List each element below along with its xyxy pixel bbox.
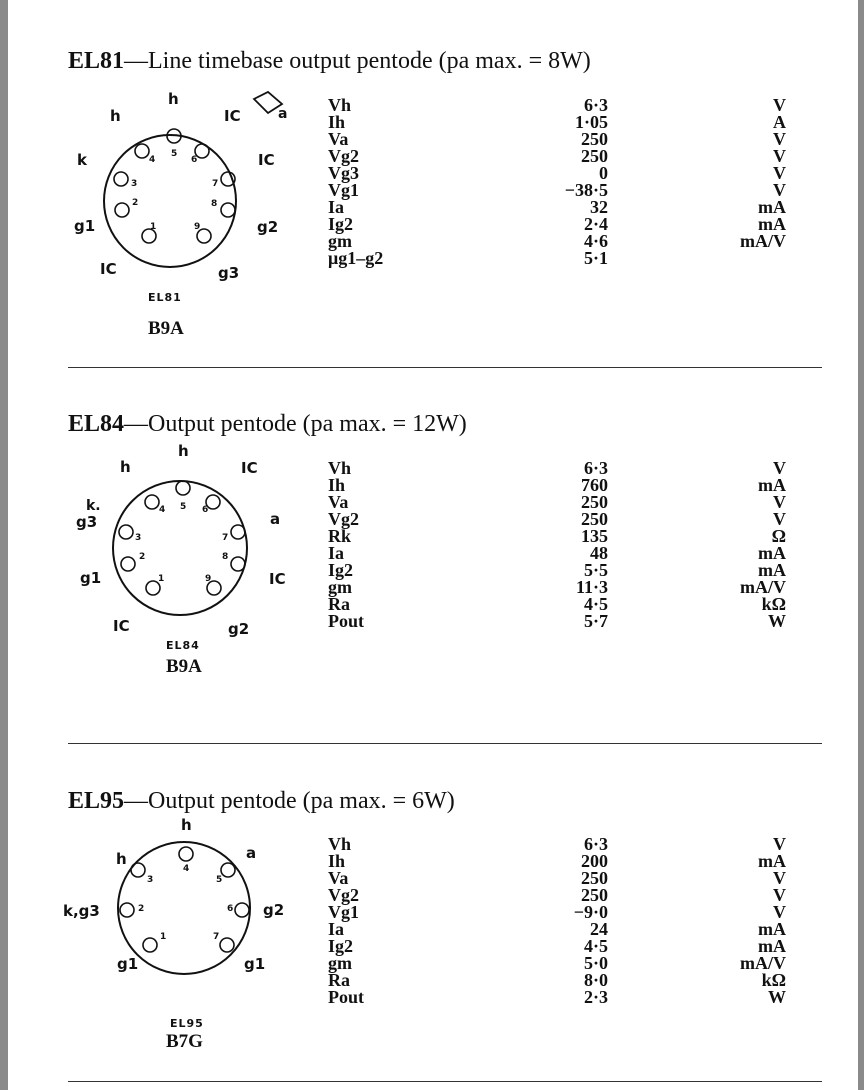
spec-symbol: Pout [328, 987, 364, 1007]
pin-diagram-drawing [60, 90, 310, 340]
tube-description: —Output pentode (pa max. = 6W) [124, 788, 455, 814]
base-type-label: B7G [166, 1031, 203, 1052]
spec-symbol: Ra [328, 970, 350, 990]
spec-symbol: Ig2 [328, 936, 354, 956]
section-title [68, 411, 467, 438]
pin-label-a: a [278, 106, 288, 122]
spec-value: 2·4 [583, 214, 608, 234]
spec-row [328, 250, 786, 267]
pin-4 [135, 144, 149, 158]
spec-value: 250 [581, 885, 608, 905]
pin-5 [221, 863, 235, 877]
spec-row [328, 545, 786, 562]
pin-number-4: 4 [149, 155, 156, 165]
spec-unit: V [773, 834, 786, 854]
spec-unit: mA [758, 560, 786, 580]
diagram-tube-label: EL95 [170, 1017, 204, 1030]
spec-unit: mA/V [740, 231, 786, 251]
spec-value: 760 [581, 475, 608, 495]
spec-unit: mA [758, 214, 786, 234]
spec-row [328, 870, 786, 887]
pin-label-g3: g3 [76, 513, 98, 531]
spec-symbol: μg1–g2 [328, 248, 384, 268]
pin-label-g2: g2 [228, 620, 250, 638]
section-divider [68, 1081, 822, 1082]
pin-label-k: k [77, 151, 87, 169]
pin-number-4: 4 [159, 505, 166, 515]
spec-unit: mA/V [740, 577, 786, 597]
section-divider [68, 743, 822, 744]
pin-number-5: 5 [171, 149, 178, 159]
spec-value: 5·7 [583, 611, 608, 631]
spec-unit: V [773, 509, 786, 529]
pin-number-2: 2 [139, 552, 146, 562]
spec-symbol: Vh [328, 834, 352, 854]
right-frame-bar [858, 0, 864, 1090]
pin-label-ic-top: IC [241, 459, 258, 477]
pin-number-5: 5 [216, 875, 223, 885]
spec-unit: Ω [771, 526, 786, 546]
pin-2 [115, 203, 129, 217]
spec-symbol: Ih [328, 851, 346, 871]
pin-label-ic-bottom: IC [100, 260, 117, 278]
pin-number-7: 7 [222, 533, 229, 543]
spec-unit: V [773, 458, 786, 478]
base-type-label: B9A [148, 318, 184, 339]
spec-unit: V [773, 129, 786, 149]
pin-2 [121, 557, 135, 571]
spec-row [328, 938, 786, 955]
pin-label-g1-right: g1 [244, 955, 266, 973]
spec-value: 6·3 [583, 95, 608, 115]
pin-2 [120, 903, 134, 917]
spec-symbol: Vg2 [328, 509, 359, 529]
spec-row [328, 148, 786, 165]
spec-value: 200 [581, 851, 608, 871]
pin-number-6: 6 [191, 155, 198, 165]
spec-row [328, 528, 786, 545]
pin-number-2: 2 [138, 904, 145, 914]
pin-label-h-top: h [168, 90, 179, 108]
spec-symbol: gm [328, 953, 352, 973]
pin-number-7: 7 [213, 932, 220, 942]
spec-value: 4·5 [583, 936, 608, 956]
pin-4 [179, 847, 193, 861]
spec-symbol: Vg1 [328, 180, 359, 200]
pin-label-g2: g2 [257, 218, 279, 236]
pin-8 [231, 557, 245, 571]
spec-value: 8·0 [583, 970, 608, 990]
pin-3 [131, 863, 145, 877]
spec-unit: W [768, 611, 786, 631]
spec-value: 5·0 [583, 953, 608, 973]
tube-name: EL84 [68, 411, 125, 437]
pin-label-h-top: h [178, 442, 189, 460]
spec-unit: mA [758, 197, 786, 217]
spec-unit: V [773, 95, 786, 115]
spec-row [328, 182, 786, 199]
spec-unit: V [773, 868, 786, 888]
pin-number-4: 4 [183, 864, 190, 874]
tube-name: EL95 [68, 788, 125, 814]
spec-value: 250 [581, 129, 608, 149]
spec-row [328, 887, 786, 904]
spec-row [328, 989, 786, 1006]
spec-row [328, 233, 786, 250]
pin-label-h-top: h [181, 816, 192, 834]
spec-table [328, 460, 786, 630]
pin-number-3: 3 [131, 179, 138, 189]
spec-symbol: Vg1 [328, 902, 359, 922]
spec-unit: mA [758, 475, 786, 495]
pin-number-2: 2 [132, 198, 139, 208]
pin-number-1: 1 [158, 574, 165, 584]
spec-symbol: Vg2 [328, 885, 359, 905]
spec-unit: mA [758, 543, 786, 563]
spec-symbol: Ig2 [328, 560, 354, 580]
pin-number-3: 3 [135, 533, 142, 543]
spec-row [328, 921, 786, 938]
pin-number-6: 6 [227, 904, 234, 914]
spec-value: 32 [590, 197, 608, 217]
pin-number-3: 3 [147, 875, 154, 885]
spec-value: 2·3 [583, 987, 608, 1007]
pin-number-9: 9 [205, 574, 212, 584]
spec-unit: mA [758, 919, 786, 939]
spec-unit: V [773, 146, 786, 166]
spec-row [328, 199, 786, 216]
spec-symbol: Vh [328, 95, 352, 115]
diagram-tube-label: EL84 [166, 639, 200, 652]
spec-value: 24 [590, 919, 608, 939]
pin-4 [145, 495, 159, 509]
spec-unit: A [773, 112, 786, 132]
left-frame-bar [0, 0, 8, 1090]
pin-label-a: a [270, 510, 281, 528]
spec-value: 6·3 [583, 834, 608, 854]
pin-label-h-left: h [116, 850, 127, 868]
pin-label-g1: g1 [80, 569, 102, 587]
spec-value: −38·5 [564, 180, 608, 200]
base-type-label: B9A [166, 656, 202, 677]
pin-number-1: 1 [150, 222, 157, 232]
pin-label-ic-right: IC [258, 151, 275, 169]
diagram-tube-label: EL81 [148, 291, 182, 304]
spec-symbol: Ih [328, 112, 346, 132]
spec-row [328, 853, 786, 870]
pin-8 [221, 203, 235, 217]
spec-value: 11·3 [575, 577, 608, 597]
pin-diagram [60, 812, 310, 1062]
spec-row [328, 613, 786, 630]
spec-row [328, 596, 786, 613]
spec-unit: V [773, 180, 786, 200]
spec-value: 4·6 [583, 231, 608, 251]
tube-description: —Line timebase output pentode (pa max. = 8W) [124, 48, 591, 74]
spec-row [328, 904, 786, 921]
spec-symbol: Vh [328, 458, 352, 478]
pin-label-kg3: k,g3 [63, 902, 100, 920]
spec-value: 1·05 [574, 112, 608, 132]
spec-row [328, 955, 786, 972]
spec-value: 48 [590, 543, 608, 563]
spec-row [328, 477, 786, 494]
pin-5 [176, 481, 190, 495]
spec-unit: mA/V [740, 953, 786, 973]
pin-1 [143, 938, 157, 952]
spec-row [328, 494, 786, 511]
spec-symbol: Vg2 [328, 146, 359, 166]
pin-number-7: 7 [212, 179, 219, 189]
pin-6 [235, 903, 249, 917]
spec-value: 4·5 [583, 594, 608, 614]
pin-label-ic-top: IC [224, 107, 241, 125]
pin-number-5: 5 [180, 502, 187, 512]
section-title [68, 788, 455, 815]
spec-symbol: Va [328, 868, 349, 888]
spec-symbol: Ra [328, 594, 350, 614]
spec-row [328, 114, 786, 131]
pin-7 [220, 938, 234, 952]
pin-label-k: k. [86, 498, 101, 514]
spec-unit: kΩ [761, 970, 786, 990]
pin-diagram [60, 90, 310, 340]
pin-number-8: 8 [222, 552, 229, 562]
spec-row [328, 131, 786, 148]
spec-symbol: Ig2 [328, 214, 354, 234]
spec-symbol: Vg3 [328, 163, 359, 183]
spec-value: 6·3 [583, 458, 608, 478]
spec-value: −9·0 [573, 902, 608, 922]
spec-row [328, 460, 786, 477]
pin-3 [114, 172, 128, 186]
spec-value: 5·1 [583, 248, 608, 268]
pin-label-ic-bottom: IC [113, 617, 130, 635]
pin-7 [231, 525, 245, 539]
spec-symbol: Rk [328, 526, 352, 546]
spec-symbol: gm [328, 577, 352, 597]
spec-unit: V [773, 902, 786, 922]
spec-unit: V [773, 885, 786, 905]
spec-row [328, 972, 786, 989]
tube-name: EL81 [68, 48, 125, 74]
spec-symbol: Va [328, 129, 349, 149]
spec-symbol: Ia [328, 543, 345, 563]
spec-symbol: Ia [328, 197, 345, 217]
pin-label-g3: g3 [218, 264, 240, 282]
spec-value: 135 [581, 526, 608, 546]
spec-unit: W [768, 987, 786, 1007]
spec-unit: V [773, 163, 786, 183]
spec-unit: kΩ [761, 594, 786, 614]
spec-symbol: Pout [328, 611, 364, 631]
spec-row [328, 165, 786, 182]
pin-label-g1: g1 [74, 217, 96, 235]
spec-unit: mA [758, 936, 786, 956]
spec-value: 250 [581, 509, 608, 529]
spec-row [328, 97, 786, 114]
pin-3 [119, 525, 133, 539]
pin-number-1: 1 [160, 932, 167, 942]
pin-diagram [60, 442, 310, 692]
spec-value: 250 [581, 492, 608, 512]
spec-symbol: gm [328, 231, 352, 251]
section-title [68, 48, 591, 75]
spec-unit: V [773, 492, 786, 512]
pin-label-a: a [246, 844, 257, 862]
pin-number-8: 8 [211, 199, 218, 209]
pin-label-g1-left: g1 [117, 955, 139, 973]
spec-row [328, 836, 786, 853]
spec-symbol: Ia [328, 919, 345, 939]
pin-number-9: 9 [194, 222, 201, 232]
spec-value: 5·5 [583, 560, 608, 580]
pin-label-ic-right: IC [269, 570, 286, 588]
pin-label-h-left: h [120, 458, 131, 476]
spec-symbol: Va [328, 492, 349, 512]
spec-symbol: Ih [328, 475, 346, 495]
section-divider [68, 367, 822, 368]
pin-label-h-left: h [110, 107, 121, 125]
spec-row [328, 511, 786, 528]
spec-table [328, 97, 786, 267]
pin-label-g2: g2 [263, 901, 285, 919]
spec-value: 250 [581, 146, 608, 166]
tube-description: —Output pentode (pa max. = 12W) [124, 411, 467, 437]
pin-number-6: 6 [202, 505, 209, 515]
spec-row [328, 579, 786, 596]
spec-unit: mA [758, 851, 786, 871]
spec-table [328, 836, 786, 1006]
spec-row [328, 562, 786, 579]
pin-diagram-drawing [60, 442, 310, 692]
spec-value: 250 [581, 868, 608, 888]
spec-value: 0 [599, 163, 608, 183]
spec-row [328, 216, 786, 233]
